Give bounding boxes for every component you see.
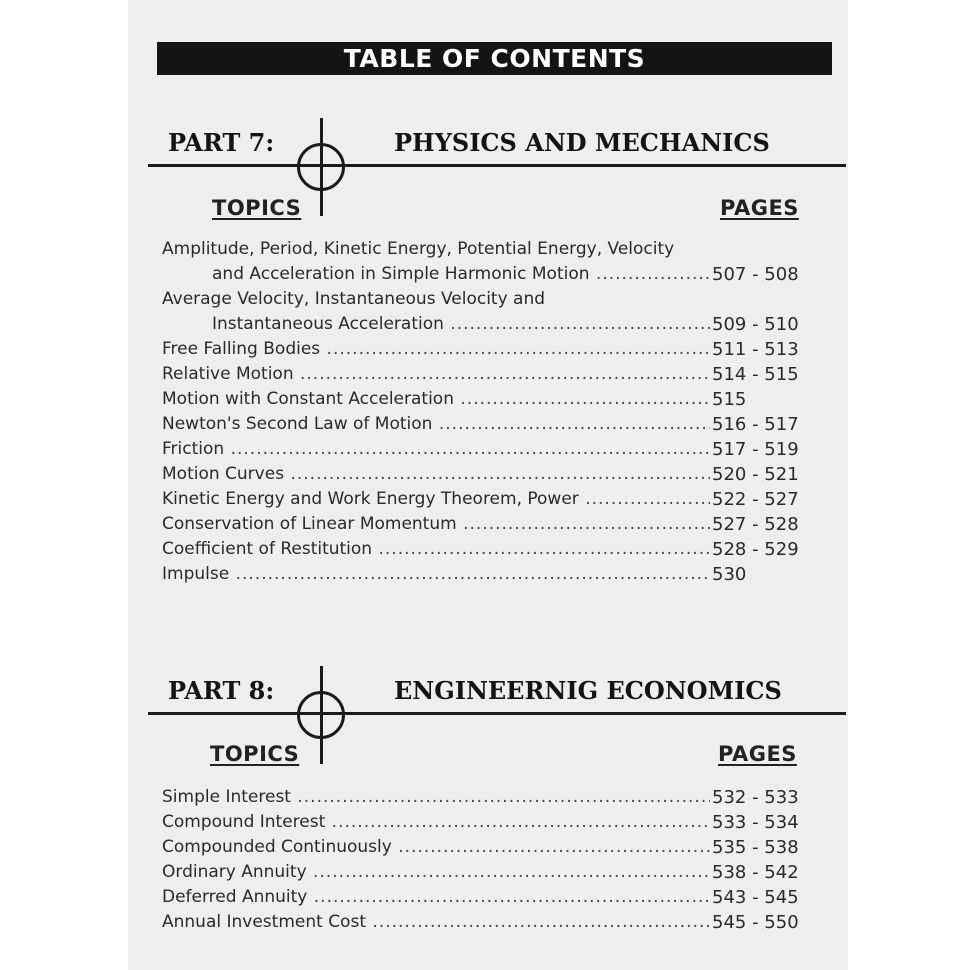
toc-topic: Conservation of Linear Momentum ..... (162, 512, 710, 537)
toc-topic: Ordinary Annuity ..... (162, 860, 710, 885)
toc-pages: 522 - 527 (712, 489, 799, 510)
toc-entry (162, 387, 822, 412)
toc-pages: 507 - 508 (712, 264, 799, 285)
toc-banner: TABLE OF CONTENTS (157, 42, 832, 75)
toc-pages: 533 - 534 (712, 812, 799, 833)
toc-pages: 545 - 550 (712, 912, 799, 933)
toc-pages: 520 - 521 (712, 464, 799, 485)
toc-entry (162, 412, 822, 437)
part-8-rule (148, 712, 846, 715)
part-7-pages-header: PAGES (720, 196, 799, 220)
part-7-rule (148, 164, 846, 167)
toc-topic: Newton's Second Law of Motion ..... (162, 412, 710, 437)
toc-topic: Average Velocity, Instantaneous Velocity and (162, 289, 546, 309)
toc-topic: Relative Motion ..... (162, 362, 710, 387)
toc-entry (162, 537, 822, 562)
toc-entry (162, 262, 822, 287)
toc-entry (162, 287, 822, 312)
toc-topic: Friction ..... (162, 437, 710, 462)
part-8-topics-header: TOPICS (210, 742, 300, 766)
toc-topic: Impulse ..... (162, 562, 710, 587)
toc-topic: Deferred Annuity ..... (162, 885, 710, 910)
toc-pages: 516 - 517 (712, 414, 799, 435)
toc-entry (162, 885, 822, 910)
toc-topic: Compound Interest ..... (162, 810, 710, 835)
toc-topic: Amplitude, Period, Kinetic Energy, Potential Energy, Velocity (162, 239, 675, 259)
toc-topic: Free Falling Bodies ..... (162, 337, 710, 362)
part-7-crosshair-circle (297, 143, 345, 191)
toc-entry (162, 237, 822, 262)
toc-topic: and Acceleration in Simple Harmonic Motion ..... (212, 262, 710, 287)
toc-topic: Coefficient of Restitution ..... (162, 537, 710, 562)
toc-pages: 527 - 528 (712, 514, 799, 535)
toc-pages: 535 - 538 (712, 837, 799, 858)
toc-pages: 511 - 513 (712, 339, 799, 360)
toc-entry (162, 860, 822, 885)
toc-entry (162, 512, 822, 537)
toc-entry (162, 312, 822, 337)
toc-pages: 538 - 542 (712, 862, 799, 883)
toc-topic: Compounded Continuously ..... (162, 835, 710, 860)
toc-entry (162, 810, 822, 835)
toc-topic: Motion with Constant Acceleration ..... (162, 387, 710, 412)
part-7-label: PART 7: (168, 128, 275, 157)
toc-pages: 515 (712, 389, 747, 410)
part-7-topics-header: TOPICS (212, 196, 302, 220)
toc-topic: Kinetic Energy and Work Energy Theorem, Power ..... (162, 487, 710, 512)
toc-entry (162, 785, 822, 810)
toc-entry (162, 362, 822, 387)
toc-entry (162, 562, 822, 587)
toc-entry (162, 337, 822, 362)
toc-entry (162, 910, 822, 935)
part-8-label: PART 8: (168, 676, 275, 705)
toc-pages: 530 (712, 564, 747, 585)
toc-pages: 528 - 529 (712, 539, 799, 560)
toc-entry (162, 462, 822, 487)
toc-topic: Simple Interest ..... (162, 785, 710, 810)
toc-entry (162, 437, 822, 462)
part-7-title: PHYSICS AND MECHANICS (394, 128, 770, 157)
toc-pages: 509 - 510 (712, 314, 799, 335)
toc-topic: Instantaneous Acceleration ..... (212, 312, 710, 337)
toc-pages: 543 - 545 (712, 887, 799, 908)
part-8-crosshair-circle (297, 691, 345, 739)
toc-entry (162, 835, 822, 860)
part-8-title: ENGINEERNIG ECONOMICS (394, 676, 782, 705)
toc-entry (162, 487, 822, 512)
toc-pages: 514 - 515 (712, 364, 799, 385)
toc-topic: Annual Investment Cost ..... (162, 910, 710, 935)
part-8-pages-header: PAGES (718, 742, 797, 766)
toc-pages: 517 - 519 (712, 439, 799, 460)
toc-topic: Motion Curves ..... (162, 462, 710, 487)
toc-pages: 532 - 533 (712, 787, 799, 808)
